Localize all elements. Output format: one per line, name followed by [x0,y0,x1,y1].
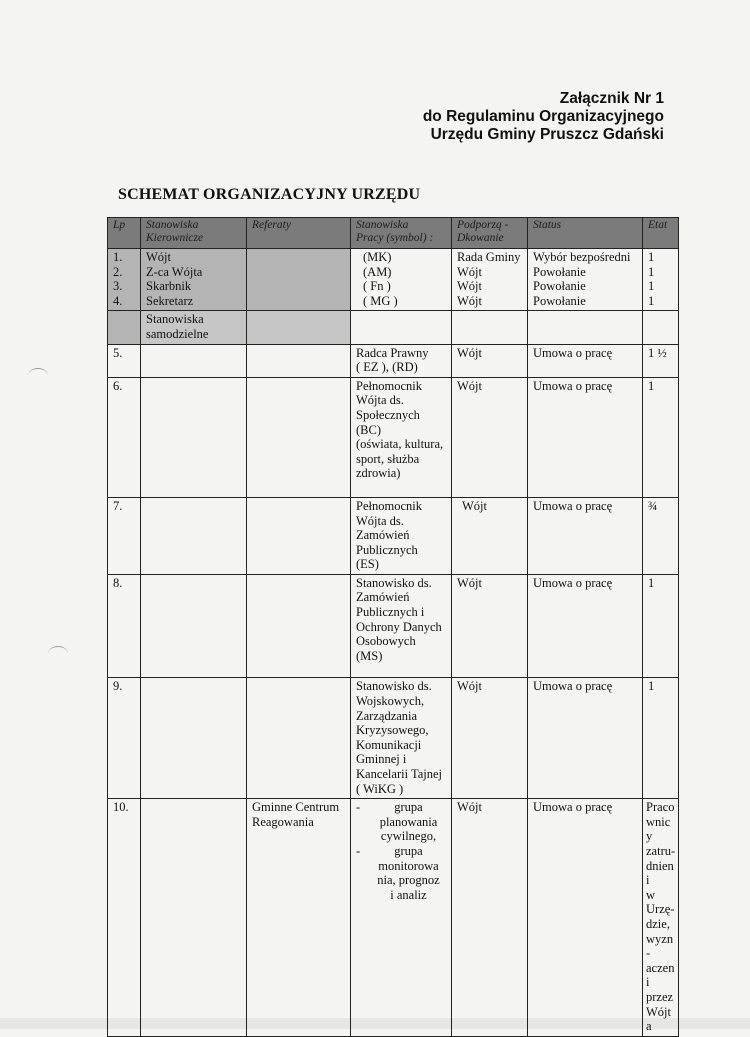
lp-value: 1. [113,250,123,264]
group-line: planowania [379,814,438,829]
cell-empty [141,799,247,1037]
cell-lp: 9. [108,678,141,799]
cell-empty [141,344,247,377]
subordination-value: Rada Gminy [457,250,521,264]
cell-stanowisko [351,678,452,799]
cell-empty [643,311,679,344]
subordination-value: Wójt [457,293,482,308]
stanowisko-line: (MS) [356,648,383,663]
cell-etat: 1 [643,574,679,678]
table-row-independent-label [108,311,679,344]
subordination-value: Wójt [457,279,482,294]
cell-etat: ¾ [643,497,679,574]
stanowisko-line: Komunikacji [356,737,422,752]
table-header-row [108,218,679,249]
stanowisko-line: Zamówień [356,528,410,543]
table-row [108,497,679,574]
attachment-line: do Regulaminu Organizacyjnego [422,108,664,125]
status-value: Powołanie [533,293,586,308]
table-row-leadership [108,249,679,311]
position-name: Z-ca Wójta [146,264,203,279]
cell-empty [141,678,247,799]
lp-value: 2. [113,264,123,279]
position-name: Skarbnik [146,279,192,294]
header-line: Stanowiska [146,219,199,231]
cell-etat [643,249,679,311]
cell-referat [247,344,351,377]
header-line: Podporzą - [457,219,509,231]
etat-line: Urzę- [646,902,675,917]
cell-subordination: Wójt [452,574,528,678]
cell-stanowisko [351,377,452,497]
stanowisko-line: Wójta ds. [356,393,404,408]
cell-subordination [452,249,528,311]
cell-lp: 6. [108,377,141,497]
org-schema-table [107,217,679,1037]
referat-line: Reagowania [252,814,314,829]
cell-status: Umowa o pracę [528,497,643,574]
cell-status [528,249,643,311]
dash-bullet: - [356,843,361,858]
header-stanowiska-kierownicze [141,218,247,249]
cell-lp: 7. [108,497,141,574]
table-row [108,799,679,1037]
group-item [356,800,447,844]
cell-referat [247,497,351,574]
status-value: Powołanie [533,264,586,279]
cell-stanowisko [351,497,452,574]
cell-referat [247,377,351,497]
header-etat: Etat [643,218,679,249]
etat-line: dzie, [646,916,670,931]
stanowisko-line: Wojskowych, [356,694,425,709]
stanowisko-line: Pełnomocnik [356,378,422,393]
cell-etat: 1 [643,678,679,799]
cell-empty [351,311,452,344]
stanowisko-line: zdrowia) [356,466,401,481]
position-symbol: ( MG ) [363,293,398,308]
group-text [370,844,447,902]
status-value: Powołanie [533,279,586,294]
etat-line: przez [646,989,674,1004]
dash-bullet: - [356,800,361,815]
etat-line: w [646,887,656,902]
position-symbol: ( Fn ) [363,279,391,294]
stanowisko-line: ( WiKG ) [356,781,404,796]
etat-line: wnicy [646,814,671,844]
stanowisko-line: sport, służba [356,451,420,466]
group-line: cywilnego, [380,829,437,844]
cell-status: Umowa o pracę [528,377,643,497]
cell-subordination: Wójt [452,344,528,377]
section-label: samodzielne [146,326,209,341]
cell-lp: 10. [108,799,141,1037]
etat-line: Praco [646,800,675,815]
cell-status: Umowa o pracę [528,344,643,377]
etat-line: dnieni [646,858,674,888]
lp-value: 4. [113,293,123,308]
table-row [108,574,679,678]
group-line: grupa [394,800,423,815]
position-name: Sekretarz [146,293,194,308]
referat-line: Gminne Centrum [252,800,340,815]
header-referaty: Referaty [247,218,351,249]
header-podporzadkowanie [452,218,528,249]
stanowisko-line: (oświata, kultura, [356,437,444,452]
etat-value: 1 [648,264,655,279]
stanowisko-line: Radca Prawny [356,345,429,360]
stanowisko-line: Kancelarii Tajnej [356,767,443,781]
stanowisko-line: Wójta ds. [356,513,404,528]
cell-stanowisko [351,574,452,678]
cell-status: Umowa o pracę [528,799,643,1037]
stanowisko-line: Publicznych [356,542,418,557]
subordination-value: Wójt [457,264,482,279]
cell-symbols [351,249,452,311]
cell-empty [452,311,528,344]
cell-referat-empty [247,249,351,311]
attachment-line: Załącznik Nr 1 [559,90,664,107]
stanowisko-line: Stanowisko ds. [356,679,432,694]
stanowisko-line: Pełnomocnik [356,498,422,513]
cell-independent-label [141,311,247,344]
header-line: Kierownicze [146,232,204,244]
header-stanowiska-pracy [351,218,452,249]
header-status: Status [528,218,643,249]
group-line: grupa [394,843,423,858]
position-name: Wójt [146,250,171,264]
cell-lp: 8. [108,574,141,678]
cell-leadership-positions [141,249,247,311]
group-line: i analiz [390,887,427,902]
cell-empty [141,497,247,574]
group-line: nia, prognoz [377,873,440,888]
etat-value: 1 [648,279,655,294]
stanowisko-line: Gminnej i [356,752,407,767]
cell-referat [247,574,351,678]
group-item [356,844,447,902]
cell-empty [528,311,643,344]
cell-empty [141,377,247,497]
cell-lp: 5. [108,344,141,377]
table-row [108,377,679,497]
cell-empty [141,574,247,678]
etat-line: aczeni [646,960,675,990]
cell-status: Umowa o pracę [528,574,643,678]
header-line: Dkowanie [457,232,504,244]
cell-etat [643,799,679,1037]
stanowisko-line: Stanowisko ds. [356,575,432,590]
stanowisko-line: Ochrony Danych [356,619,442,634]
cell-lp-empty [108,311,141,344]
etat-line: wyzn- [646,931,674,961]
cell-stanowisko-groups [351,799,452,1037]
table-row [108,678,679,799]
cell-referat-empty [247,311,351,344]
etat-line: zatru- [646,843,676,858]
header-lp: Lp [108,218,141,249]
stanowisko-line: Publicznych i [356,605,425,620]
cell-subordination: Wójt [452,377,528,497]
stanowisko-line: Kryzysowego, [356,723,429,738]
stanowisko-line: ( EZ ), (RD) [356,360,418,375]
stanowisko-line: Zamówień [356,590,410,605]
cell-lp [108,249,141,311]
cell-etat: 1 ½ [643,344,679,377]
cell-subordination: Wójt [452,799,528,1037]
etat-value: 1 [648,293,655,308]
stanowisko-line: Zarządzania [356,708,418,723]
cell-referat [247,678,351,799]
stanowisko-line: Społecznych [356,407,420,422]
attachment-line: Urzędu Gminy Pruszcz Gdański [430,126,664,143]
cell-subordination: Wójt [452,678,528,799]
cell-stanowisko [351,344,452,377]
group-line: monitorowa [378,858,439,873]
attachment-header [423,90,664,144]
document-title: SCHEMAT ORGANIZACYJNY URZĘDU [118,186,421,203]
scan-artifact-mark [28,368,48,383]
table-row [108,344,679,377]
group-text [370,800,447,844]
stanowisko-line: (ES) [356,557,379,572]
etat-value: 1 [648,250,655,264]
etat-line: Wójta [646,1004,671,1034]
cell-referat [247,799,351,1037]
cell-status: Umowa o pracę [528,678,643,799]
scan-artifact-mark [48,646,68,661]
status-value: Wybór bezpośredni [533,250,631,264]
section-label: Stanowiska [146,312,204,327]
position-symbol: (MK) [363,250,392,264]
header-line: Pracy (symbol) : [356,232,434,244]
stanowisko-line: Osobowych [356,634,416,649]
cell-subordination: Wójt [452,497,528,574]
position-symbol: (AM) [363,264,392,279]
lp-value: 3. [113,279,123,294]
stanowisko-line: (BC) [356,422,381,437]
cell-etat: 1 [643,377,679,497]
header-line: Stanowiska [356,219,409,231]
